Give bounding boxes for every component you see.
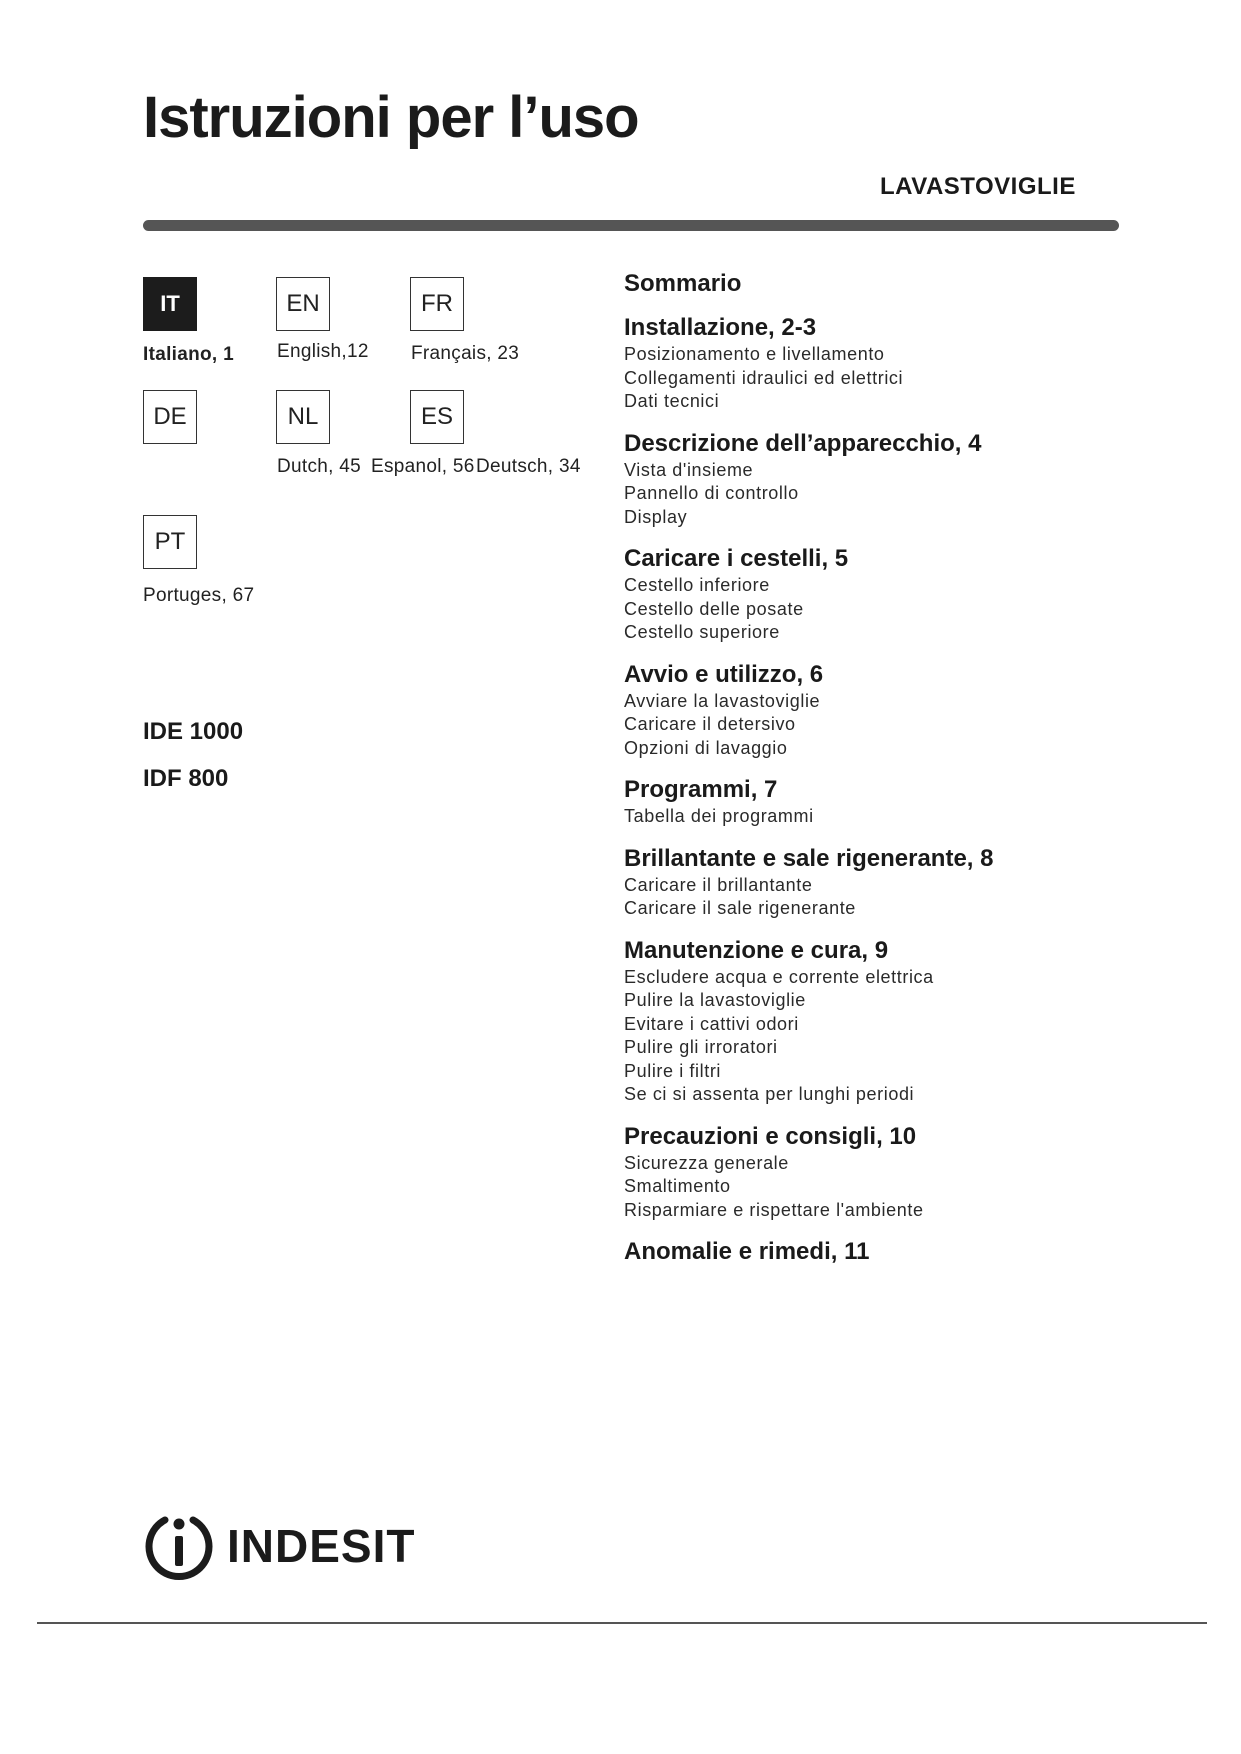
toc-sections [624,312,1184,1267]
brand-logo [143,1510,415,1582]
lang-label-es: Espanol, 56 [371,456,475,477]
lang-box-es[interactable]: ES [410,390,464,444]
toc-item[interactable]: Cestello delle posate [624,598,804,619]
toc-item[interactable]: Caricare il brillantante [624,874,813,895]
page-title: Istruzioni per l’uso [143,85,639,150]
toc-section [624,659,1184,761]
toc-section [624,428,1184,530]
toc-item[interactable]: Evitare i cattivi odori [624,1013,799,1034]
toc-item[interactable]: Avviare la lavastoviglie [624,690,821,711]
toc-item[interactable]: Opzioni di lavaggio [624,737,788,758]
toc-item[interactable]: Cestello superiore [624,622,780,642]
toc-item[interactable]: Posizionamento e livellamento [624,344,885,364]
toc-item[interactable]: Smaltimento [624,1176,731,1196]
toc-item[interactable]: Se ci si assenta per lunghi periodi [624,1084,915,1104]
toc-section [624,543,1184,645]
toc-item[interactable]: Tabella dei programmi [624,806,814,826]
toc-section [624,1121,1184,1223]
toc-item[interactable]: Cestello inferiore [624,575,770,595]
toc-section-heading[interactable]: Precauzioni e consigli, 10 [624,1122,917,1150]
lang-label-de: Deutsch, 34 [476,456,581,477]
toc-item[interactable]: Escludere acqua e corrente elettrica [624,966,934,987]
toc-title: Sommario [624,270,742,297]
toc-item[interactable]: Collegamenti idraulici ed elettrici [624,367,904,388]
toc-section-heading[interactable]: Programmi, 7 [624,776,778,803]
toc-item[interactable]: Caricare il detersivo [624,714,796,734]
toc-item[interactable]: Pulire la lavastoviglie [624,990,806,1010]
toc-section-heading[interactable]: Anomalie e rimedi, 11 [624,1238,870,1265]
lang-box-nl[interactable]: NL [276,390,330,444]
toc-item[interactable]: Dati tecnici [624,391,720,411]
toc-item[interactable]: Vista d'insieme [624,459,754,480]
toc-section [624,774,1184,829]
lang-label-nl: Dutch, 45 [277,456,362,477]
toc-item[interactable]: Pulire i filtri [624,1060,722,1081]
model-name: IDE 1000 [143,718,244,745]
table-of-contents [624,270,1184,1281]
toc-section-heading[interactable]: Installazione, 2-3 [624,314,817,341]
toc-section-heading[interactable]: Avvio e utilizzo, 6 [624,660,824,688]
lang-box-it[interactable]: IT [143,277,197,331]
lang-box-de[interactable]: DE [143,390,197,444]
lang-label-pt: Portuges, 67 [143,585,255,606]
toc-item[interactable]: Pulire gli irroratori [624,1037,778,1057]
model-name: IDF 800 [143,765,229,792]
brand-name: INDESIT [227,1520,416,1572]
toc-item[interactable]: Caricare il sale rigenerante [624,898,856,918]
lang-label-it: Italiano, 1 [143,344,234,365]
footer-divider [37,1622,1207,1624]
toc-section-heading[interactable]: Caricare i cestelli, 5 [624,545,849,572]
power-i-icon [143,1510,215,1582]
lang-box-pt[interactable]: PT [143,515,197,569]
lang-label-fr: Français, 23 [411,343,520,364]
product-category: LAVASTOVIGLIE [880,173,1076,200]
lang-box-fr[interactable]: FR [410,277,464,331]
toc-item[interactable]: Pannello di controllo [624,483,799,503]
toc-section [624,843,1184,921]
toc-item[interactable]: Risparmiare e rispettare l'ambiente [624,1199,924,1220]
toc-section [624,1236,1184,1267]
toc-item[interactable]: Sicurezza generale [624,1152,789,1173]
toc-section-heading[interactable]: Descrizione dell’apparecchio, 4 [624,429,982,457]
toc-item[interactable]: Display [624,506,688,527]
toc-section-heading[interactable]: Brillantante e sale rigenerante, 8 [624,844,994,872]
lang-box-en[interactable]: EN [276,277,330,331]
toc-section-heading[interactable]: Manutenzione e cura, 9 [624,936,889,964]
toc-section [624,312,1184,414]
toc-section [624,935,1184,1107]
lang-label-en: English,12 [277,341,369,362]
header-divider [143,220,1119,231]
